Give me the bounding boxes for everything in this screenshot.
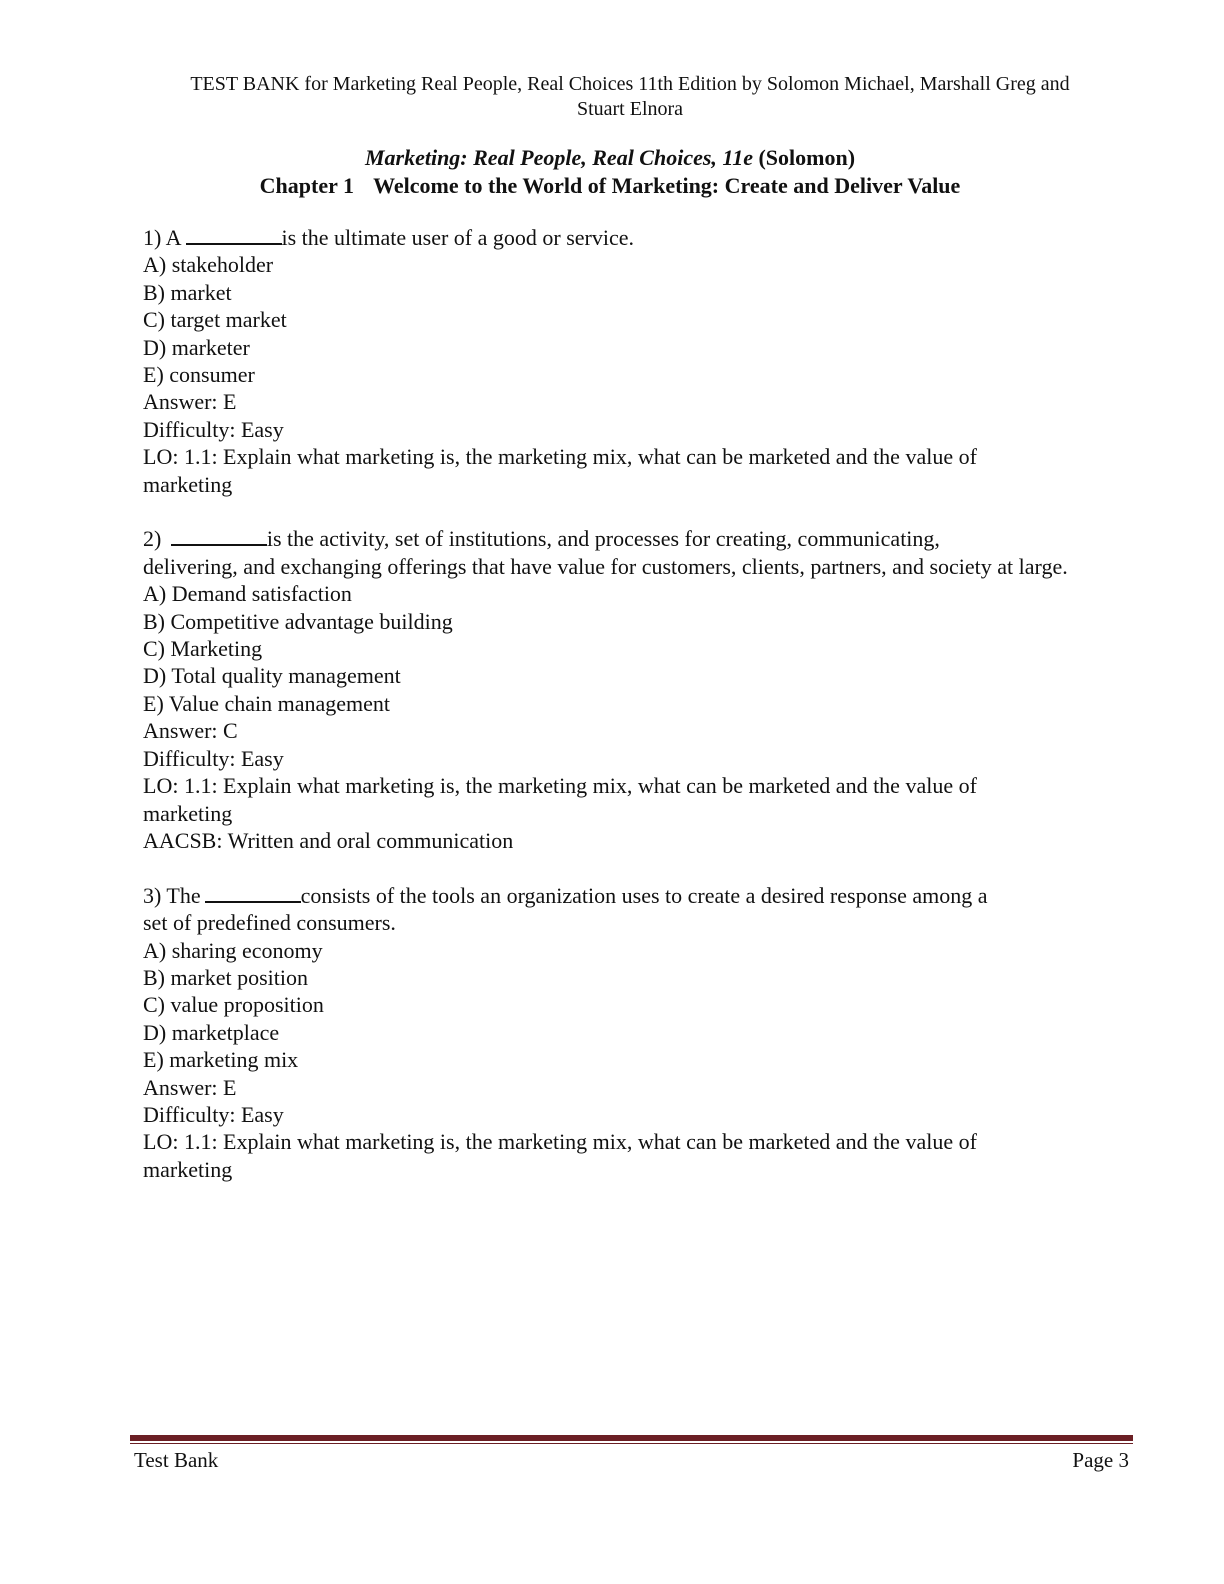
stem-suffix: is the activity, set of institutions, and processes for creating, communicating, bbox=[266, 526, 940, 552]
learning-objective-line-1: LO: 1.1: Explain what marketing is, the marketing mix, what can be marketed and the value of bbox=[143, 773, 977, 799]
option-c: C) value proposition bbox=[143, 992, 324, 1018]
option-d: D) marketplace bbox=[143, 1019, 280, 1045]
question-stem bbox=[143, 525, 1078, 552]
option-d: D) Total quality management bbox=[143, 663, 401, 689]
question-stem bbox=[143, 224, 1078, 251]
fill-in-blank bbox=[205, 883, 301, 903]
option-a: A) Demand satisfaction bbox=[143, 581, 352, 607]
chapter-heading bbox=[140, 172, 1080, 200]
option-d: D) marketer bbox=[143, 334, 250, 360]
stem-suffix: is the ultimate user of a good or service. bbox=[281, 225, 635, 250]
aacsb: AACSB: Written and oral communication bbox=[143, 827, 514, 853]
chapter-title: Welcome to the World of Marketing: Create and Deliver Value bbox=[373, 173, 961, 198]
option-c: C) target market bbox=[143, 307, 287, 333]
answer: Answer: E bbox=[143, 389, 237, 415]
question-2 bbox=[143, 525, 1078, 854]
fill-in-blank bbox=[171, 526, 267, 546]
stem-prefix: 2) bbox=[143, 526, 162, 552]
question-3 bbox=[143, 882, 1078, 1183]
option-e: E) Value chain management bbox=[143, 690, 390, 716]
book-author: (Solomon) bbox=[758, 145, 856, 170]
title-block bbox=[140, 144, 1080, 200]
option-e: E) consumer bbox=[143, 362, 255, 388]
stem-suffix: consists of the tools an organization uses to create a desired response among a bbox=[300, 882, 988, 908]
option-b: B) market position bbox=[143, 964, 308, 990]
footer-label: Test Bank bbox=[134, 1448, 219, 1472]
fill-in-blank bbox=[186, 225, 282, 245]
question-1 bbox=[143, 224, 1078, 498]
answer: Answer: C bbox=[143, 718, 238, 744]
book-title: Marketing: Real People, Real Choices, 11e bbox=[364, 145, 753, 170]
footer-rule-thin bbox=[130, 1443, 1133, 1444]
book-title-line bbox=[140, 144, 1080, 172]
option-c: C) Marketing bbox=[143, 636, 263, 662]
option-a: A) stakeholder bbox=[143, 252, 274, 278]
learning-objective-line-2: marketing bbox=[143, 800, 233, 826]
document-header bbox=[140, 72, 1120, 122]
learning-objective-line-1: LO: 1.1: Explain what marketing is, the marketing mix, what can be marketed and the value of bbox=[143, 444, 977, 470]
question-list bbox=[143, 224, 1078, 1211]
difficulty: Difficulty: Easy bbox=[143, 745, 284, 771]
stem-prefix: 3) The bbox=[143, 882, 201, 908]
stem-prefix: 1) A bbox=[143, 225, 182, 250]
difficulty: Difficulty: Easy bbox=[143, 1101, 284, 1127]
question-stem bbox=[143, 882, 1078, 909]
difficulty: Difficulty: Easy bbox=[143, 416, 284, 442]
footer-rule bbox=[130, 1435, 1133, 1441]
learning-objective-line-1: LO: 1.1: Explain what marketing is, the marketing mix, what can be marketed and the value of bbox=[143, 1129, 977, 1155]
chapter-number: Chapter 1 bbox=[259, 173, 354, 198]
answer: Answer: E bbox=[143, 1074, 237, 1100]
learning-objective-line-2: marketing bbox=[143, 1156, 233, 1182]
option-b: B) Competitive advantage building bbox=[143, 608, 453, 634]
learning-objective-line-2: marketing bbox=[143, 471, 233, 497]
option-e: E) marketing mix bbox=[143, 1047, 299, 1073]
option-b: B) market bbox=[143, 279, 232, 305]
header-line-2: Stuart Elnora bbox=[576, 98, 684, 120]
question-stem-continued: delivering, and exchanging offerings that have value for customers, clients, partners, and society at large. bbox=[143, 553, 1068, 579]
question-stem-continued: set of predefined consumers. bbox=[143, 910, 396, 936]
option-a: A) sharing economy bbox=[143, 937, 323, 963]
header-line-1: TEST BANK for Marketing Real People, Real Choices 11th Edition by Solomon Michael, Marshall Greg and bbox=[190, 73, 1070, 95]
page-number: Page 3 bbox=[1072, 1448, 1129, 1472]
